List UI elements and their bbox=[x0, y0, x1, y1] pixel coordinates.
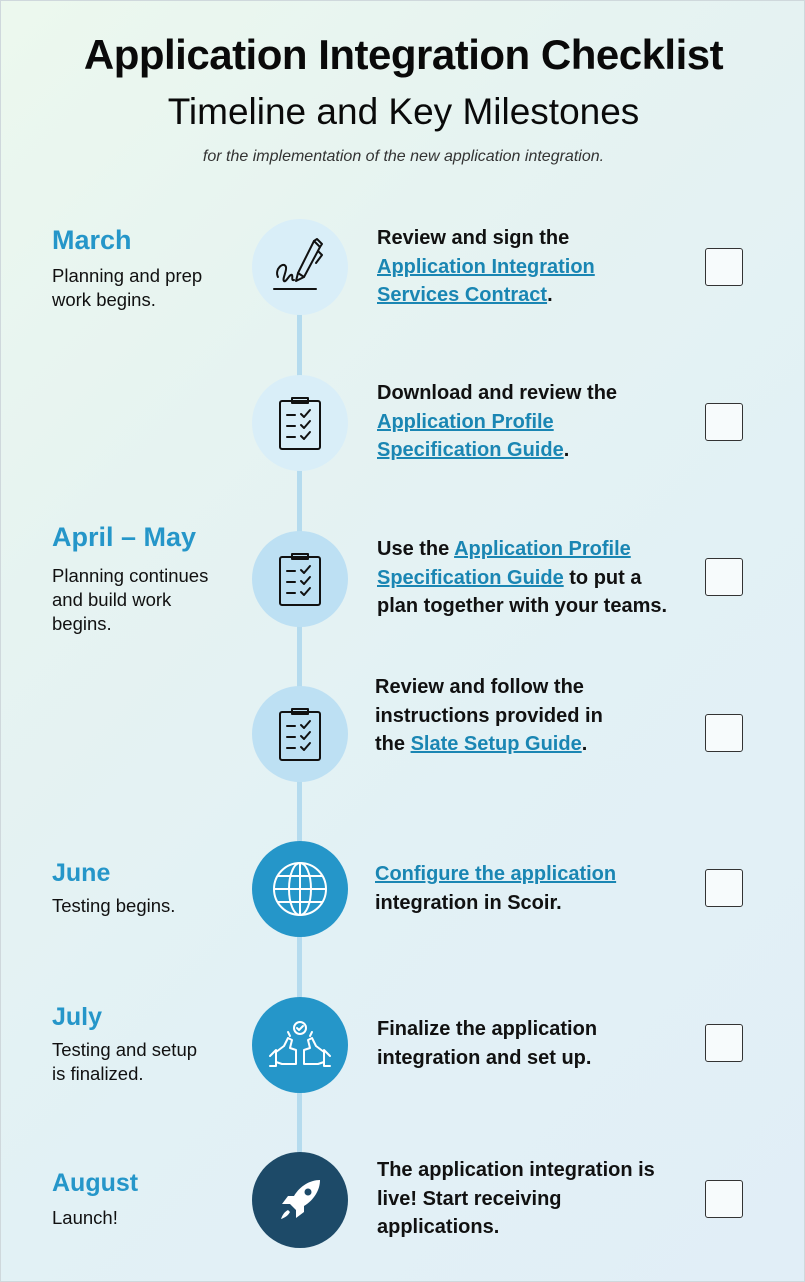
milestone-circle bbox=[252, 375, 348, 471]
month-desc-line: work begins. bbox=[52, 289, 156, 310]
task-text: Review and sign the bbox=[377, 227, 570, 249]
task-text: integration and set up. bbox=[377, 1046, 592, 1069]
task-sign-contract bbox=[377, 224, 595, 310]
month-july: July bbox=[52, 1003, 103, 1031]
task-text: plan together with your teams. bbox=[377, 595, 668, 617]
task-text: The application integration is bbox=[377, 1159, 655, 1181]
month-august: August bbox=[52, 1169, 139, 1197]
page-subtitle: Timeline and Key Milestones bbox=[167, 91, 640, 132]
guide-link[interactable]: Specification Guide bbox=[377, 566, 564, 589]
task-text: to put a bbox=[563, 566, 642, 589]
task-text: Review and follow the bbox=[375, 676, 584, 698]
month-desc-line: Planning and prep bbox=[52, 265, 203, 286]
month-july-desc bbox=[52, 1038, 197, 1086]
month-june-desc bbox=[52, 894, 175, 918]
thumbs-up-icon bbox=[268, 1020, 332, 1070]
task-finalize bbox=[377, 1015, 597, 1072]
milestone-circle bbox=[252, 531, 348, 627]
signature-icon bbox=[270, 237, 330, 297]
task-text: integration in Scoir. bbox=[375, 891, 562, 914]
page-note: for the implementation of the new application integration. bbox=[202, 148, 605, 165]
milestone-circle bbox=[252, 219, 348, 315]
task-text: Download and review the bbox=[377, 382, 618, 404]
task-text: . bbox=[563, 439, 570, 461]
task-download-guide bbox=[377, 379, 617, 465]
month-desc-line: Testing and setup bbox=[52, 1039, 198, 1060]
clipboard-check-icon bbox=[275, 395, 325, 451]
milestone-circle bbox=[252, 686, 348, 782]
task-plan-together bbox=[377, 535, 667, 621]
contract-link[interactable]: Application Integration bbox=[377, 255, 595, 278]
globe-icon bbox=[271, 860, 329, 918]
milestone-circle bbox=[252, 1152, 348, 1248]
guide-link[interactable]: Application Profile bbox=[454, 538, 631, 560]
task-checkbox[interactable] bbox=[705, 1180, 743, 1218]
task-text: applications. bbox=[377, 1216, 500, 1238]
task-checkbox[interactable] bbox=[705, 1024, 743, 1062]
month-april-may-desc bbox=[52, 564, 208, 636]
task-launch bbox=[377, 1156, 655, 1242]
task-text: the bbox=[375, 733, 411, 755]
task-checkbox[interactable] bbox=[705, 558, 743, 596]
month-desc-line: Planning continues bbox=[52, 565, 209, 586]
rocket-icon bbox=[276, 1176, 324, 1224]
task-configure bbox=[375, 860, 616, 917]
task-text: Finalize the application bbox=[377, 1018, 598, 1040]
clipboard-check-icon bbox=[275, 551, 325, 607]
task-slate-setup bbox=[375, 673, 603, 759]
month-june: June bbox=[52, 859, 111, 887]
task-text: live! Start receiving bbox=[377, 1187, 562, 1210]
month-march-desc bbox=[52, 264, 202, 312]
task-checkbox[interactable] bbox=[705, 869, 743, 907]
month-desc-line: is finalized. bbox=[52, 1063, 144, 1084]
milestone-circle bbox=[252, 841, 348, 937]
month-august-desc bbox=[52, 1206, 118, 1230]
task-checkbox[interactable] bbox=[705, 403, 743, 441]
milestone-circle bbox=[252, 997, 348, 1093]
task-checkbox[interactable] bbox=[705, 248, 743, 286]
slate-guide-link[interactable]: Slate Setup Guide bbox=[410, 733, 582, 755]
month-desc-line: and build work bbox=[52, 589, 172, 610]
task-text: instructions provided in bbox=[375, 704, 603, 727]
page-title: Application Integration Checklist bbox=[83, 31, 724, 78]
task-checkbox[interactable] bbox=[705, 714, 743, 752]
month-desc-line: begins. bbox=[52, 613, 112, 634]
guide-link[interactable]: Application Profile bbox=[377, 410, 554, 433]
configure-link[interactable]: Configure the application bbox=[375, 863, 617, 885]
month-desc-line: Launch! bbox=[52, 1207, 118, 1228]
task-text: Use the bbox=[377, 538, 455, 560]
month-april-may: April – May bbox=[52, 522, 197, 552]
task-text: . bbox=[547, 284, 553, 306]
contract-link[interactable]: Services Contract bbox=[377, 284, 548, 306]
month-march: March bbox=[52, 225, 132, 255]
month-desc-line: Testing begins. bbox=[52, 895, 176, 916]
task-text: . bbox=[581, 733, 588, 755]
clipboard-check-icon bbox=[275, 706, 325, 762]
guide-link[interactable]: Specification Guide bbox=[377, 439, 564, 461]
